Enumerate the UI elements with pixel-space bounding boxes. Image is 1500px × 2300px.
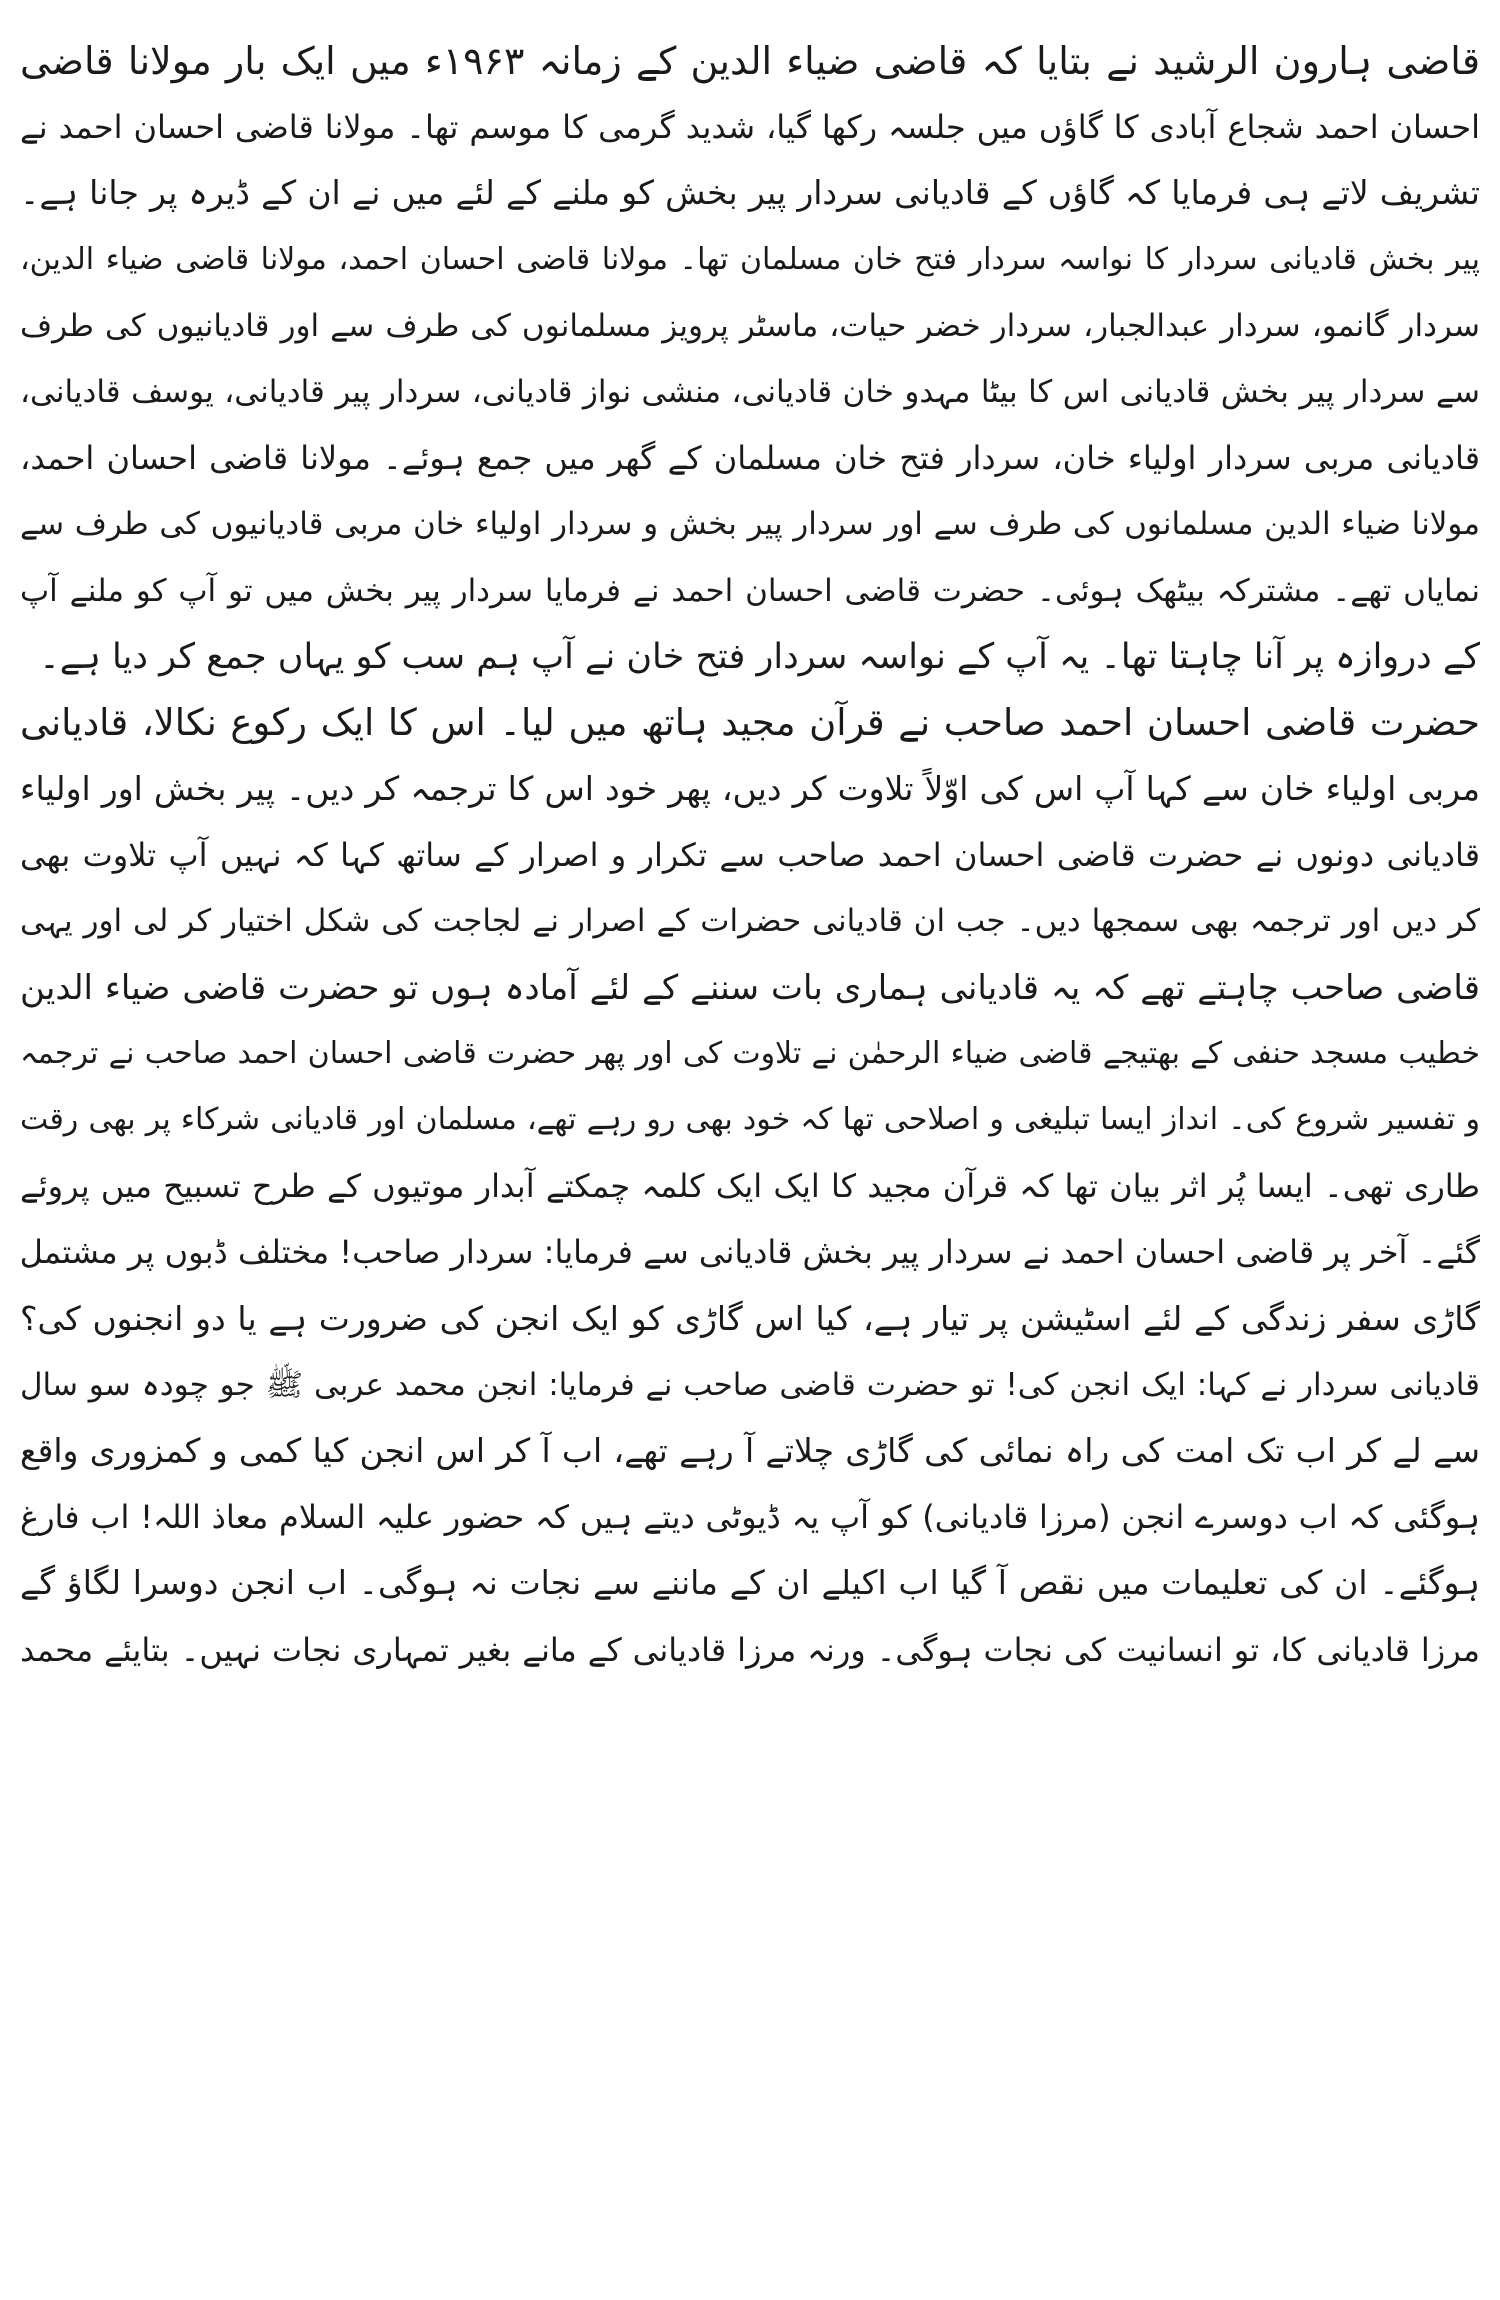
text-line: قاضی ہارون الرشید نے بتایا کہ قاضی ضیاء الدین کے زمانہ ۱۹۶۳ء میں ایک بار مولانا قاضی bbox=[20, 39, 1480, 83]
text-line: احسان احمد شجاع آبادی کا گاؤں میں جلسہ رکھا گیا، شدید گرمی کا موسم تھا۔ مولانا قاضی احسان احمد نے bbox=[20, 108, 1480, 147]
text-line: مربی اولیاء خان سے کہا آپ اس کی اوّلاً تلاوت کر دیں، پھر خود اس کا ترجمہ کر دیں۔ پیر بخش اور اولیاء bbox=[20, 769, 1480, 809]
text-line: سے لے کر اب تک امت کی راہ نمائی کی گاڑی چلاتے آ رہے تھے، اب آ کر اس انجن کیا کمی و کمزوری واقع bbox=[20, 1430, 1480, 1470]
text-line: ہوگئے۔ ان کی تعلیمات میں نقص آ گیا اب اکیلے ان کے ماننے سے نجات نہ ہوگی۔ اب انجن دوسرا لگاؤ گے bbox=[20, 1563, 1480, 1603]
text-line: گاڑی سفر زندگی کے لئے اسٹیشن پر تیار ہے، کیا اس گاڑی کو ایک انجن کی ضرورت ہے یا دو انجنوں کی؟ bbox=[20, 1298, 1480, 1338]
text-line: طاری تھی۔ ایسا پُر اثر بیان تھا کہ قرآن مجید کا ایک ایک کلمہ چمکتے آبدار موتیوں کے طرح تسبیح میں پروئے bbox=[20, 1167, 1480, 1206]
text-line: کر دیں اور ترجمہ بھی سمجھا دیں۔ جب ان قادیانی حضرات کے اصرار نے لجاجت کی شکل اختیار کر لی اور یہی bbox=[20, 903, 1480, 940]
text-line: قاضی صاحب چاہتے تھے کہ یہ قادیانی ہماری بات سننے کے لئے آمادہ ہوں تو حضرت قاضی ضیاء الدین bbox=[20, 967, 1480, 1008]
text-line: قادیانی سردار نے کہا: ایک انجن کی! تو حضرت قاضی صاحب نے فرمایا: انجن محمد عربی ﷺ جو چودہ سو سال bbox=[20, 1366, 1480, 1403]
text-line: مولانا ضیاء الدین مسلمانوں کی طرف سے اور سردار پیر بخش و سردار اولیاء خان مربی قادیانیوں کی طرف سے bbox=[20, 506, 1480, 543]
text-line: قادیانی دونوں نے حضرت قاضی احسان احمد صاحب سے تکرار و اصرار کے ساتھ کہا کہ نہیں آپ تلاوت بھی bbox=[20, 836, 1480, 875]
text-line: سے سردار پیر بخش قادیانی اس کا بیٹا مہدو خان قادیانی، منشی نواز قادیانی، سردار پیر قادیانی، یوسف قادیانی، bbox=[20, 373, 1480, 410]
text-line: کے دروازہ پر آنا چاہتا تھا۔ یہ آپ کے نواسہ سردار فتح خان نے آپ ہم سب کو یہاں جمع کر دیا ہے۔ bbox=[39, 636, 1480, 677]
text-line: گئے۔ آخر پر قاضی احسان احمد نے سردار پیر بخش قادیانی سے فرمایا: سردار صاحب! مختلف ڈبوں پر مشتمل bbox=[20, 1233, 1480, 1272]
text-line: حضرت قاضی احسان احمد صاحب نے قرآن مجید ہاتھ میں لیا۔ اس کا ایک رکوع نکالا، قادیانی bbox=[20, 700, 1480, 744]
text-line: نمایاں تھے۔ مشترکہ بیٹھک ہوئی۔ حضرت قاضی احسان احمد نے فرمایا سردار پیر بخش میں تو آپ کو ملنے آپ bbox=[20, 572, 1480, 609]
text-line: ہوگئی کہ اب دوسرے انجن (مرزا قادیانی) کو آپ یہ ڈیوٹی دیتے ہیں کہ حضور علیہ السلام معاذ اللہ! اب فارغ bbox=[20, 1498, 1480, 1537]
text-line: مرزا قادیانی کا، تو انسانیت کی نجات ہوگی۔ ورنہ مرزا قادیانی کے مانے بغیر تمہاری نجات نہیں۔ بتایئے محمد bbox=[20, 1630, 1480, 1669]
text-line: خطیب مسجد حنفی کے بھتیجے قاضی ضیاء الرحمٰن نے تلاوت کی اور پھر حضرت قاضی احسان احمد صاحب نے ترجمہ bbox=[20, 1035, 1480, 1071]
urdu-text-body bbox=[20, 28, 1480, 1683]
text-line: قادیانی مربی سردار اولیاء خان، سردار فتح خان مسلمان کے گھر میں جمع ہوئے۔ مولانا قاضی احسان احمد، bbox=[20, 439, 1480, 478]
text-line: سردار گانمو، سردار عبدالجبار، سردار خضر حیات، ماسٹر پرویز مسلمانوں کی طرف سے اور قادیانیوں کی طرف bbox=[20, 307, 1480, 344]
text-line: پیر بخش قادیانی سردار کا نواسہ سردار فتح خان مسلمان تھا۔ مولانا قاضی احسان احمد، مولانا قاضی ضیاء الدین، bbox=[20, 241, 1480, 277]
text-line: و تفسیر شروع کی۔ انداز ایسا تبلیغی و اصلاحی تھا کہ خود بھی رو رہے تھے، مسلمان اور قادیانی شرکاء پر بھی رقت bbox=[20, 1102, 1480, 1137]
text-line: تشریف لاتے ہی فرمایا کہ گاؤں کے قادیانی سردار پیر بخش کو ملنے کے لئے میں نے ان کے ڈیرہ پر جانا ہے۔ bbox=[20, 173, 1480, 213]
